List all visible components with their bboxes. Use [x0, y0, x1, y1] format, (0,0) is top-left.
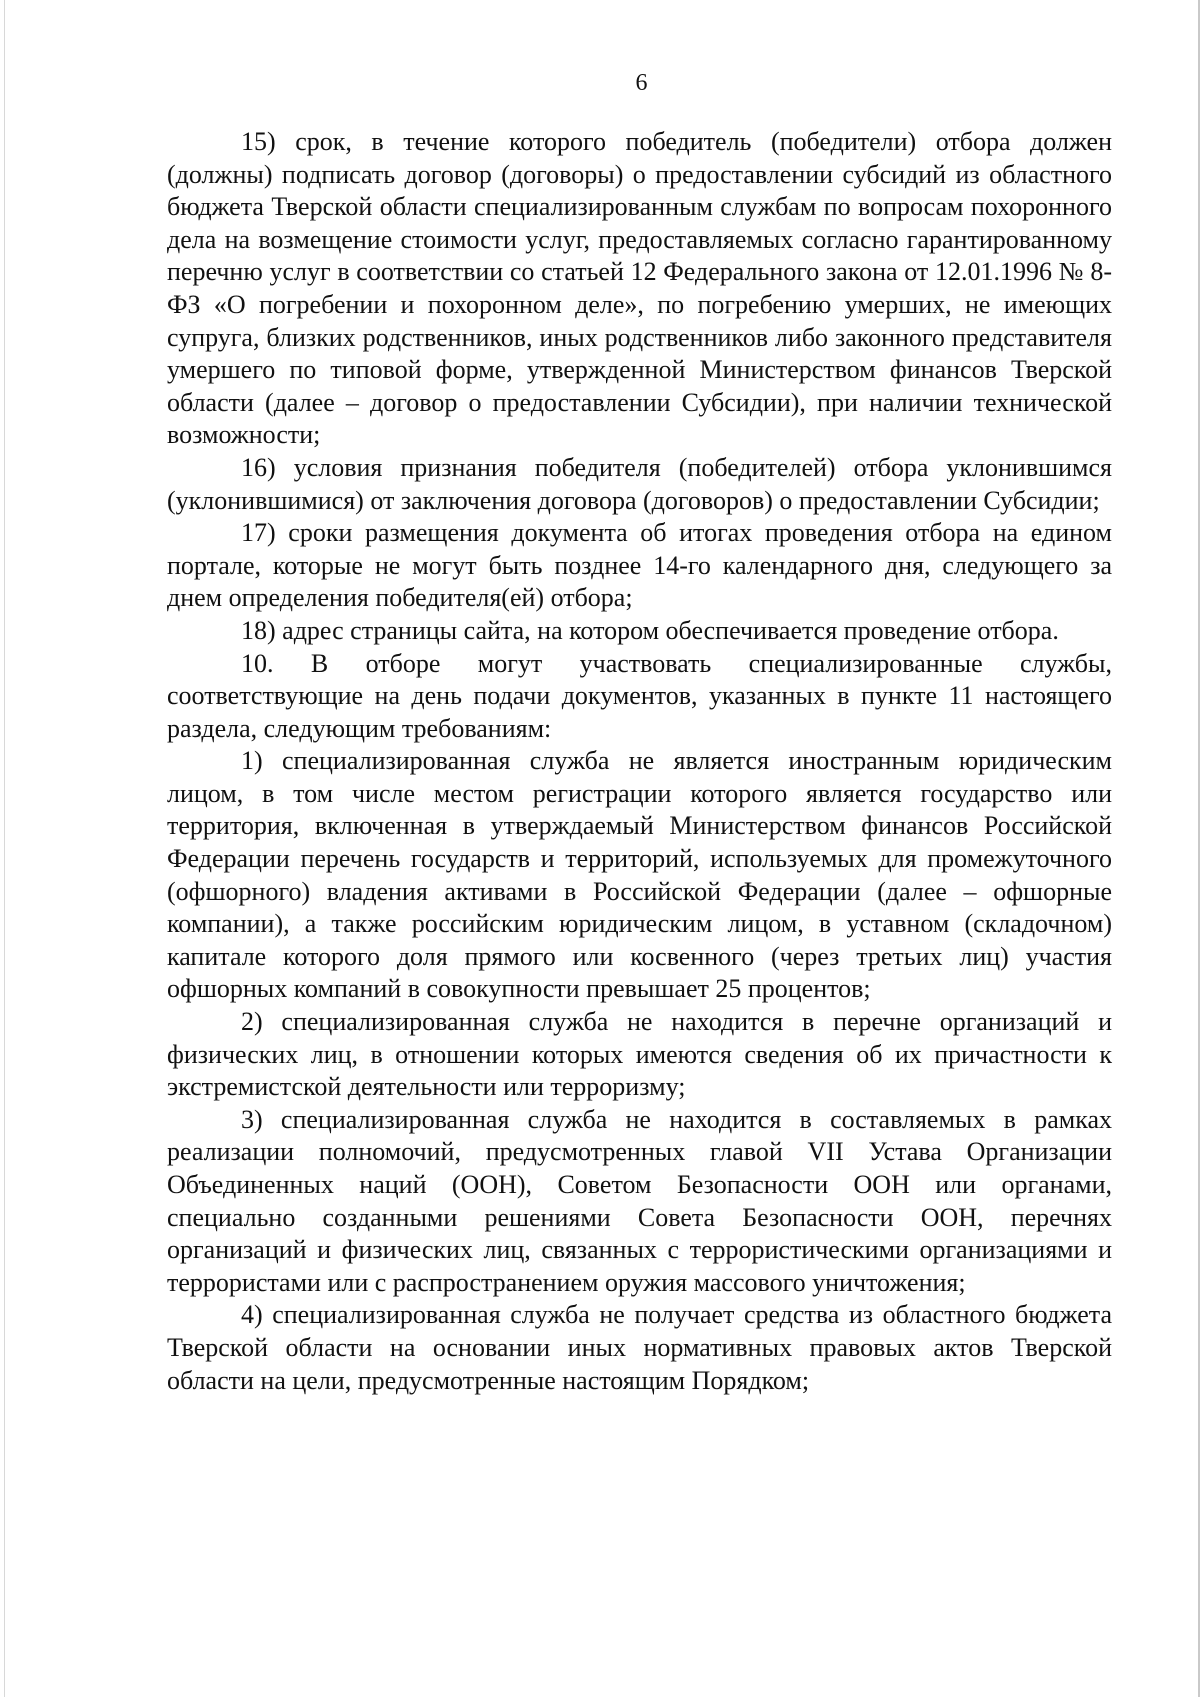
paragraph-item-16: 16) условия признания победителя (победителей) отбора уклонившимся (уклонившимися) от заключения договора (договоров) о предоставлении Субсидии; [167, 452, 1112, 515]
paragraph-clause-10: 10. В отборе могут участвовать специализированные службы, соответствующие на день подачи документов, указанных в пункте 11 настоящего раздела, следующим требованиям: [167, 648, 1112, 743]
paragraph-requirement-1: 1) специализированная служба не является иностранным юридическим лицом, в том числе местом регистрации которого является государство или территория, включенная в утверждаемый Министерством финансов Российской Федерации перечень государств и территорий, используемых для промежуточного (офшорного) владения активами в Российской Федерации (далее – офшорные компании), а также российским юридическим лицом, в уставном (складочном) капитале которого доля прямого или косвенного (через третьих лиц) участия офшорных компаний в совокупности превышает 25 процентов; [167, 746, 1112, 1004]
paragraph-requirement-4: 4) специализированная служба не получает средства из областного бюджета Тверской области на основании иных нормативных правовых актов Тверской области на цели, предусмотренные настоящим Порядком; [167, 1300, 1112, 1395]
paragraph-item-15: 15) срок, в течение которого победитель (победители) отбора должен (должны) подписать договор (договоры) о предоставлении субсидий из областного бюджета Тверской области специализированным службам по вопросам похоронного дела на возмещение стоимости услуг, предоставляемых согласно гарантированному перечню услуг в соответствии со статьей 12 Федерального закона от 12.01.1996 № 8-ФЗ «О погребении и похоронном деле», по погребению умерших, не имеющих супруга, близких родственников, иных родственников либо законного представителя умершего по типовой форме, утвержденной Министерством финансов Тверской области (далее – договор о предоставлении Субсидии), при наличии технической возможности; [167, 127, 1112, 450]
document-body [167, 126, 1112, 1397]
scan-edge-left [4, 0, 5, 1697]
paragraph-requirement-3: 3) специализированная служба не находится в составляемых в рамках реализации полномочий, предусмотренных главой VII Устава Организации Объединенных наций (ООН), Советом Безопасности ООН или органами, специально созданными решениями Совета Безопасности ООН, перечнях организаций и физических лиц, связанных с террористическими организациями и террористами или с распространением оружия массового уничтожения; [167, 1104, 1112, 1297]
page-number: 6 [635, 70, 648, 96]
paragraph-item-18: 18) адрес страницы сайта, на котором обеспечивается проведение отбора. [241, 615, 1059, 645]
paragraph-requirement-2: 2) специализированная служба не находится в перечне организаций и физических лиц, в отношении которых имеются сведения об их причастности к экстремистской деятельности или терроризму; [167, 1007, 1112, 1102]
paragraph-item-17: 17) сроки размещения документа об итогах проведения отбора на едином портале, которые не могут быть позднее 14-го календарного дня, следующего за днем определения победителя(ей) отбора; [167, 518, 1112, 613]
